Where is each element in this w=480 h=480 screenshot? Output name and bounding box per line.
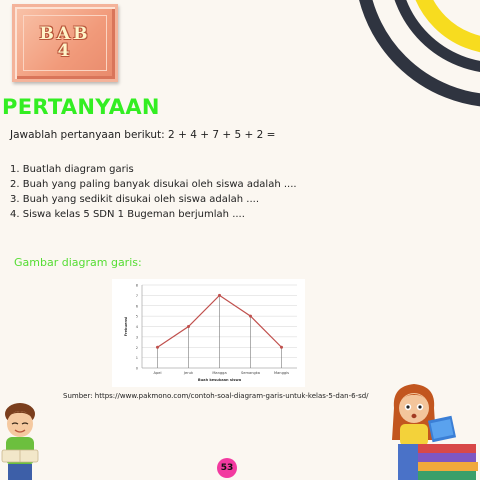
page-number-text: 53: [220, 463, 234, 473]
section-heading: PERTANYAAN: [2, 95, 160, 119]
chapter-badge-label: BAB: [39, 24, 91, 44]
x-tick-label: Semangka: [241, 371, 260, 375]
x-tick-label: Jeruk: [183, 371, 194, 375]
girl-with-books-illustration: [384, 378, 480, 480]
question-item: 2. Buah yang paling banyak disukai oleh siswa adalah ....: [10, 179, 297, 190]
y-tick-label: 1: [135, 356, 138, 361]
y-tick-label: 0: [135, 366, 138, 371]
question-item: 1. Buatlah diagram garis: [10, 164, 134, 175]
question-item: 3. Buah yang sedikit disukai oleh siswa adalah ....: [10, 194, 259, 205]
x-tick-label: Apel: [153, 371, 162, 375]
y-tick-label: 6: [135, 304, 138, 309]
chart-subheading: Gambar diagram garis:: [14, 256, 142, 269]
data-point: [156, 346, 159, 349]
y-tick-label: 4: [135, 325, 138, 329]
data-point: [280, 346, 283, 349]
y-tick-label: 3: [135, 335, 138, 340]
data-point: [249, 315, 252, 318]
chapter-badge: [12, 4, 118, 82]
y-tick-label: 7: [135, 293, 138, 298]
intro-instruction: Jawablah pertanyaan berikut: 2 + 4 + 7 + 5 + 2 =: [10, 129, 276, 141]
x-tick-label: Mangga: [212, 371, 227, 375]
y-axis-title: Frekuensi: [124, 316, 128, 337]
line-chart: [112, 279, 305, 387]
data-point: [218, 294, 221, 297]
page-number: [217, 458, 237, 478]
data-point: [187, 325, 190, 328]
question-item: 4. Siswa kelas 5 SDN 1 Bugeman berjumlah ....: [10, 209, 245, 220]
line-chart-svg: [112, 279, 305, 387]
y-tick-label: 8: [135, 283, 138, 288]
chapter-badge-number: 4: [57, 41, 73, 61]
question-list: [10, 162, 297, 222]
y-tick-label: 2: [135, 345, 138, 350]
x-tick-label: Manggis: [273, 371, 290, 375]
source-citation: Sumber: https://www.pakmono.com/contoh-soal-diagram-garis-untuk-kelas-5-dan-6-sd/: [63, 392, 369, 400]
boy-reading-illustration: [0, 402, 46, 480]
x-axis-title: Buah kesukaan siswa: [197, 378, 242, 382]
y-tick-label: 5: [135, 314, 138, 319]
